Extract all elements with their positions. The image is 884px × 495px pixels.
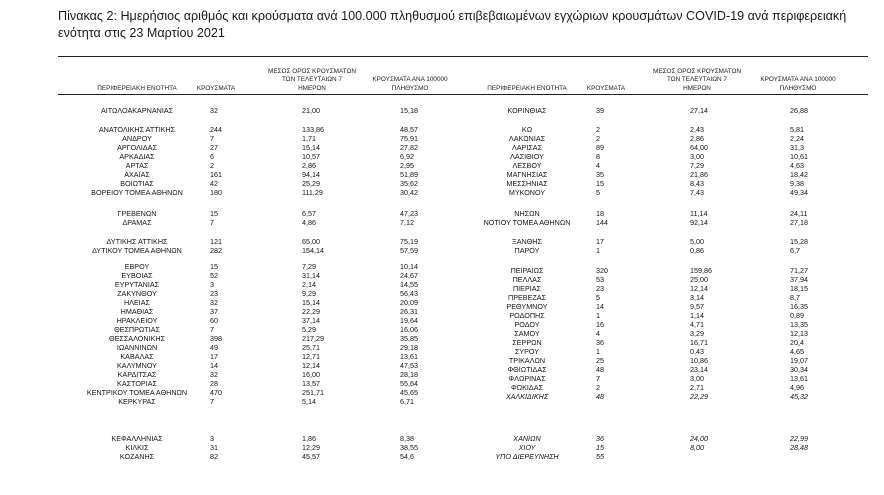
left-row-9-per100k: 47,23 — [400, 209, 418, 218]
header-cases-left: ΚΡΟΥΣΜΑΤΑ — [196, 85, 236, 92]
right-row-9-region: ΝΗΣΩΝ — [514, 209, 540, 218]
right-row-10-avg7: 92,14 — [690, 218, 708, 227]
left-row-26-cases: 28 — [210, 379, 218, 388]
left-row-31-region: ΚΟΖΑΝΗΣ — [119, 452, 155, 461]
right-row-28-region: ΧΑΝΙΩΝ — [513, 434, 541, 443]
left-row-3-region: ΑΡΓΟΛΙΔΑΣ — [117, 143, 157, 152]
right-row-4-avg7: 3,00 — [690, 152, 704, 161]
right-row-30-region: ΥΠΟ ΔΙΕΡΕΥΝΗΣΗ — [495, 452, 559, 461]
right-row-21-cases: 36 — [596, 338, 604, 347]
left-row-15-region: ΕΥΡΥΤΑΝΙΑΣ — [114, 280, 160, 289]
left-row-1-region: ΑΝΑΤΟΛΙΚΗΣ ΑΤΤΙΚΗΣ — [98, 125, 176, 134]
left-row-23-region: ΚΑΒΑΛΑΣ — [120, 352, 154, 361]
left-row-8-per100k: 30,42 — [400, 188, 418, 197]
left-row-27-cases: 470 — [210, 388, 222, 397]
left-row-17-region: ΗΛΕΙΑΣ — [123, 298, 151, 307]
left-row-12-per100k: 57,59 — [400, 246, 418, 255]
right-row-8-avg7: 7,43 — [690, 188, 704, 197]
left-row-30-cases: 31 — [210, 443, 218, 452]
left-row-12-avg7: 154,14 — [302, 246, 324, 255]
header-region-left: ΠΕΡΙΦΕΡΕΙΑΚΗ ΕΝΟΤΗΤΑ — [97, 85, 177, 92]
left-row-19-region: ΗΡΑΚΛΕΙΟΥ — [116, 316, 158, 325]
left-row-26-region: ΚΑΣΤΟΡΙΑΣ — [117, 379, 157, 388]
right-row-9-per100k: 24,11 — [790, 209, 808, 218]
left-row-22-per100k: 29,18 — [400, 343, 418, 352]
right-row-1-cases: 2 — [596, 125, 600, 134]
right-row-29-cases: 15 — [596, 443, 604, 452]
right-row-22-region: ΣΥΡΟΥ — [514, 347, 540, 356]
left-row-18-avg7: 22,29 — [302, 307, 320, 316]
left-row-30-avg7: 12,29 — [302, 443, 320, 452]
right-row-14-avg7: 25,00 — [690, 275, 708, 284]
right-row-16-cases: 5 — [596, 293, 600, 302]
right-row-27-avg7: 22,29 — [690, 392, 708, 401]
left-row-18-cases: 37 — [210, 307, 218, 316]
right-row-29-avg7: 8,00 — [690, 443, 704, 452]
left-row-20-cases: 7 — [210, 325, 214, 334]
left-row-1-per100k: 48,57 — [400, 125, 418, 134]
right-row-0-avg7: 27,14 — [690, 106, 708, 115]
right-row-8-cases: 5 — [596, 188, 600, 197]
left-row-8-region: ΒΟΡΕΙΟΥ ΤΟΜΕΑ ΑΘΗΝΩΝ — [91, 188, 183, 197]
right-row-8-per100k: 49,34 — [790, 188, 808, 197]
right-row-26-per100k: 4,96 — [790, 383, 804, 392]
right-row-6-cases: 35 — [596, 170, 604, 179]
left-row-28-per100k: 6,71 — [400, 397, 414, 406]
left-row-19-cases: 60 — [210, 316, 218, 325]
right-row-2-avg7: 2,86 — [690, 134, 704, 143]
header-avg-left-3: ΗΜΕΡΩΝ — [298, 85, 326, 92]
right-row-10-region: ΝΟΤΙΟΥ ΤΟΜΕΑ ΑΘΗΝΩΝ — [483, 218, 571, 227]
right-row-28-per100k: 22,99 — [790, 434, 808, 443]
right-row-2-region: ΛΑΚΩΝΙΑΣ — [508, 134, 546, 143]
header-avg-right-3: ΗΜΕΡΩΝ — [683, 85, 711, 92]
right-row-12-cases: 1 — [596, 246, 600, 255]
left-row-6-region: ΑΧΑΪΑΣ — [124, 170, 150, 179]
right-row-1-region: ΚΩ — [521, 125, 533, 134]
right-row-24-per100k: 30,34 — [790, 365, 808, 374]
top-rule-left — [58, 56, 458, 57]
right-row-11-cases: 17 — [596, 237, 604, 246]
left-row-0-per100k: 15,18 — [400, 106, 418, 115]
right-row-29-per100k: 28,48 — [790, 443, 808, 452]
top-rule-right — [458, 56, 868, 57]
left-row-3-per100k: 27,82 — [400, 143, 418, 152]
right-row-26-avg7: 2,71 — [690, 383, 704, 392]
right-row-17-avg7: 9,57 — [690, 302, 704, 311]
right-row-18-cases: 1 — [596, 311, 600, 320]
left-row-6-cases: 161 — [210, 170, 222, 179]
right-row-23-region: ΤΡΙΚΑΛΩΝ — [508, 356, 546, 365]
right-row-4-per100k: 10,61 — [790, 152, 808, 161]
left-row-0-avg7: 21,00 — [302, 106, 320, 115]
right-row-13-per100k: 71,27 — [790, 266, 808, 275]
right-row-25-cases: 7 — [596, 374, 600, 383]
right-row-15-avg7: 12,14 — [690, 284, 708, 293]
left-row-24-cases: 14 — [210, 361, 218, 370]
left-row-30-per100k: 38,55 — [400, 443, 418, 452]
left-row-10-per100k: 7,12 — [400, 218, 414, 227]
right-row-20-region: ΣΑΜΟΥ — [514, 329, 540, 338]
right-row-6-avg7: 21,86 — [690, 170, 708, 179]
right-row-19-cases: 16 — [596, 320, 604, 329]
right-row-20-per100k: 12,13 — [790, 329, 808, 338]
right-row-24-region: ΦΘΙΩΤΙΔΑΣ — [507, 365, 547, 374]
right-row-18-avg7: 1,14 — [690, 311, 704, 320]
left-row-6-avg7: 94,14 — [302, 170, 320, 179]
right-row-29-region: ΧΙΟΥ — [518, 443, 536, 452]
right-row-9-avg7: 11,14 — [690, 209, 708, 218]
left-row-12-cases: 282 — [210, 246, 222, 255]
right-row-25-region: ΦΛΩΡΙΝΑΣ — [508, 374, 546, 383]
left-row-4-region: ΑΡΚΑΔΙΑΣ — [119, 152, 155, 161]
left-row-29-cases: 3 — [210, 434, 214, 443]
left-row-29-avg7: 1,86 — [302, 434, 316, 443]
right-row-17-per100k: 16,35 — [790, 302, 808, 311]
right-row-7-region: ΜΕΣΣΗΝΙΑΣ — [506, 179, 548, 188]
right-row-24-avg7: 23,14 — [690, 365, 708, 374]
right-row-5-per100k: 4,63 — [790, 161, 804, 170]
right-row-22-per100k: 4,65 — [790, 347, 804, 356]
right-row-3-cases: 89 — [596, 143, 604, 152]
right-row-10-cases: 144 — [596, 218, 608, 227]
right-row-7-avg7: 8,43 — [690, 179, 704, 188]
left-row-0-cases: 32 — [210, 106, 218, 115]
right-row-11-per100k: 15,28 — [790, 237, 808, 246]
left-row-30-region: ΚΙΛΚΙΣ — [125, 443, 149, 452]
right-row-14-per100k: 37,94 — [790, 275, 808, 284]
right-row-13-avg7: 159,86 — [690, 266, 712, 275]
right-row-18-region: ΡΟΔΟΠΗΣ — [509, 311, 545, 320]
right-row-6-region: ΜΑΓΝΗΣΙΑΣ — [506, 170, 548, 179]
left-row-1-avg7: 133,86 — [302, 125, 324, 134]
left-row-5-avg7: 2,86 — [302, 161, 316, 170]
right-row-5-avg7: 7,29 — [690, 161, 704, 170]
header-rule — [58, 94, 868, 95]
right-row-1-per100k: 5,81 — [790, 125, 804, 134]
right-row-4-cases: 8 — [596, 152, 600, 161]
left-row-11-cases: 121 — [210, 237, 222, 246]
left-row-23-per100k: 13,61 — [400, 352, 418, 361]
left-row-25-per100k: 28,18 — [400, 370, 418, 379]
right-row-21-region: ΣΕΡΡΩΝ — [512, 338, 542, 347]
right-row-14-cases: 53 — [596, 275, 604, 284]
right-row-23-per100k: 19,07 — [790, 356, 808, 365]
left-row-14-avg7: 31,14 — [302, 271, 320, 280]
left-row-17-avg7: 15,14 — [302, 298, 320, 307]
header-avg-right-1: ΜΕΣΟΣ ΟΡΟΣ ΚΡΟΥΣΜΑΤΩΝ — [653, 68, 741, 75]
right-row-30-cases: 55 — [596, 452, 604, 461]
left-row-21-avg7: 217,29 — [302, 334, 324, 343]
left-row-28-region: ΚΕΡΚΥΡΑΣ — [118, 397, 156, 406]
right-row-13-cases: 320 — [596, 266, 608, 275]
left-row-5-region: ΑΡΤΑΣ — [125, 161, 149, 170]
left-row-10-cases: 7 — [210, 218, 214, 227]
header-avg-left-1: ΜΕΣΟΣ ΟΡΟΣ ΚΡΟΥΣΜΑΤΩΝ — [268, 68, 356, 75]
left-row-28-cases: 7 — [210, 397, 214, 406]
header-cases-right: ΚΡΟΥΣΜΑΤΑ — [586, 85, 626, 92]
left-row-16-region: ΖΑΚΥΝΘΟΥ — [117, 289, 157, 298]
right-row-3-avg7: 64,00 — [690, 143, 708, 152]
left-row-17-cases: 32 — [210, 298, 218, 307]
right-row-0-per100k: 26,88 — [790, 106, 808, 115]
right-row-12-per100k: 6,7 — [790, 246, 800, 255]
right-row-15-per100k: 18,15 — [790, 284, 808, 293]
left-row-15-avg7: 2,14 — [302, 280, 316, 289]
left-row-16-avg7: 9,29 — [302, 289, 316, 298]
right-row-22-avg7: 0,43 — [690, 347, 704, 356]
left-row-13-cases: 15 — [210, 262, 218, 271]
left-row-18-region: ΗΜΑΘΙΑΣ — [120, 307, 154, 316]
left-row-23-cases: 17 — [210, 352, 218, 361]
left-row-3-avg7: 15,14 — [302, 143, 320, 152]
right-row-19-avg7: 4,71 — [690, 320, 704, 329]
left-row-31-per100k: 54,6 — [400, 452, 414, 461]
left-row-16-cases: 23 — [210, 289, 218, 298]
right-row-11-avg7: 5,00 — [690, 237, 704, 246]
left-row-29-region: ΚΕΦΑΛΛΗΝΙΑΣ — [111, 434, 163, 443]
right-row-2-per100k: 2,24 — [790, 134, 804, 143]
left-row-15-cases: 3 — [210, 280, 214, 289]
left-row-27-per100k: 45,65 — [400, 388, 418, 397]
right-row-18-per100k: 0,89 — [790, 311, 804, 320]
right-row-25-per100k: 13,61 — [790, 374, 808, 383]
left-row-12-region: ΔΥΤΙΚΟΥ ΤΟΜΕΑ ΑΘΗΝΩΝ — [92, 246, 182, 255]
right-row-27-cases: 48 — [596, 392, 604, 401]
right-row-15-region: ΠΙΕΡΙΑΣ — [512, 284, 541, 293]
header-per-right-2: ΠΛΗΘΥΣΜΟ — [779, 85, 817, 92]
left-row-7-avg7: 25,29 — [302, 179, 320, 188]
left-row-22-avg7: 25,71 — [302, 343, 320, 352]
left-row-26-avg7: 13,57 — [302, 379, 320, 388]
left-row-7-cases: 42 — [210, 179, 218, 188]
left-row-27-avg7: 251,71 — [302, 388, 324, 397]
left-row-24-avg7: 12,14 — [302, 361, 320, 370]
left-row-1-cases: 244 — [210, 125, 222, 134]
right-row-21-per100k: 20,4 — [790, 338, 804, 347]
table-title: Πίνακας 2: Ημερήσιος αριθμός και κρούσματα ανά 100.000 πληθυσμού επιβεβαιωμένων εγχώριων κρουσμάτων COVID-19 ανά περιφερειακή ενότητα στις 23 Μαρτίου 2021 — [58, 9, 847, 40]
left-row-19-avg7: 37,14 — [302, 316, 320, 325]
right-row-13-region: ΠΕΙΡΑΙΩΣ — [510, 266, 544, 275]
left-row-21-cases: 398 — [210, 334, 222, 343]
left-row-7-region: ΒΟΙΩΤΙΑΣ — [120, 179, 154, 188]
right-row-20-avg7: 3,29 — [690, 329, 704, 338]
right-row-26-region: ΦΩΚΙΔΑΣ — [511, 383, 543, 392]
left-row-3-cases: 27 — [210, 143, 218, 152]
left-row-31-avg7: 45,57 — [302, 452, 320, 461]
right-row-7-cases: 15 — [596, 179, 604, 188]
right-row-15-cases: 23 — [596, 284, 604, 293]
left-row-14-region: ΕΥΒΟΙΑΣ — [121, 271, 153, 280]
right-row-8-region: ΜΥΚΟΝΟΥ — [508, 188, 546, 197]
left-row-31-cases: 82 — [210, 452, 218, 461]
right-row-23-cases: 25 — [596, 356, 604, 365]
left-row-21-region: ΘΕΣΣΑΛΟΝΙΚΗΣ — [109, 334, 165, 343]
right-row-20-cases: 4 — [596, 329, 600, 338]
left-row-11-per100k: 75,19 — [400, 237, 418, 246]
left-row-9-region: ΓΡΕΒΕΝΩΝ — [117, 209, 157, 218]
header-per-left-2: ΠΛΗΘΥΣΜΟ — [391, 85, 429, 92]
right-row-4-region: ΛΑΣΙΘΙΟΥ — [510, 152, 544, 161]
left-row-4-cases: 6 — [210, 152, 214, 161]
left-row-18-per100k: 26,31 — [400, 307, 418, 316]
left-row-2-cases: 7 — [210, 134, 214, 143]
left-row-8-avg7: 111,29 — [302, 188, 323, 197]
left-row-11-region: ΔΥΤΙΚΗΣ ΑΤΤΙΚΗΣ — [106, 237, 168, 246]
right-row-24-cases: 48 — [596, 365, 604, 374]
left-row-22-cases: 49 — [210, 343, 218, 352]
left-row-13-region: ΕΒΡΟΥ — [124, 262, 150, 271]
left-row-20-avg7: 5,29 — [302, 325, 316, 334]
right-row-12-avg7: 0,86 — [690, 246, 704, 255]
left-row-14-cases: 52 — [210, 271, 218, 280]
header-region-right: ΠΕΡΙΦΕΡΕΙΑΚΗ ΕΝΟΤΗΤΑ — [487, 85, 567, 92]
right-row-0-region: ΚΟΡΙΝΘΙΑΣ — [507, 106, 547, 115]
left-row-7-per100k: 35,62 — [400, 179, 418, 188]
right-row-27-per100k: 45,32 — [790, 392, 808, 401]
right-row-12-region: ΠΑΡΟΥ — [514, 246, 540, 255]
right-row-2-cases: 2 — [596, 134, 600, 143]
right-row-22-cases: 1 — [596, 347, 600, 356]
left-row-6-per100k: 51,89 — [400, 170, 418, 179]
right-row-17-cases: 14 — [596, 302, 604, 311]
left-row-13-per100k: 10,14 — [400, 262, 418, 271]
right-row-21-avg7: 16,71 — [690, 338, 708, 347]
right-row-1-avg7: 2,43 — [690, 125, 704, 134]
left-row-9-cases: 15 — [210, 209, 218, 218]
right-row-0-cases: 39 — [596, 106, 604, 115]
right-row-17-region: ΡΕΘΥΜΝΟΥ — [506, 302, 548, 311]
right-row-14-region: ΠΕΛΛΑΣ — [512, 275, 542, 284]
left-row-25-cases: 32 — [210, 370, 218, 379]
left-row-2-region: ΑΝΔΡΟΥ — [122, 134, 152, 143]
left-row-20-per100k: 16,06 — [400, 325, 418, 334]
left-row-15-per100k: 14,55 — [400, 280, 418, 289]
left-row-10-avg7: 4,86 — [302, 218, 316, 227]
left-row-26-per100k: 55,64 — [400, 379, 418, 388]
left-row-14-per100k: 24,67 — [400, 271, 418, 280]
right-row-28-cases: 36 — [596, 434, 604, 443]
left-row-13-avg7: 7,29 — [302, 262, 316, 271]
right-row-10-per100k: 27,18 — [790, 218, 808, 227]
right-row-11-region: ΞΑΝΘΗΣ — [512, 237, 542, 246]
header-avg-left-2: ΤΩΝ ΤΕΛΕΥΤΑΙΩΝ 7 — [282, 76, 342, 83]
right-row-26-cases: 2 — [596, 383, 600, 392]
left-row-29-per100k: 8,38 — [400, 434, 414, 443]
left-row-4-avg7: 10,57 — [302, 152, 320, 161]
left-row-21-per100k: 35,85 — [400, 334, 418, 343]
right-row-3-per100k: 31,3 — [790, 143, 804, 152]
left-row-9-avg7: 6,57 — [302, 209, 316, 218]
left-row-5-cases: 2 — [210, 161, 214, 170]
left-row-25-region: ΚΑΡΔΙΤΣΑΣ — [117, 370, 157, 379]
right-row-5-cases: 4 — [596, 161, 600, 170]
left-row-8-cases: 180 — [210, 188, 222, 197]
right-row-16-avg7: 3,14 — [690, 293, 704, 302]
right-row-5-region: ΛΕΣΒΟΥ — [512, 161, 542, 170]
left-row-20-region: ΘΕΣΠΡΩΤΙΑΣ — [114, 325, 160, 334]
left-row-24-per100k: 47,53 — [400, 361, 418, 370]
header-per-left-1: ΚΡΟΥΣΜΑΤΑ ΑΝΑ 100000 — [372, 76, 448, 83]
left-row-11-avg7: 65,00 — [302, 237, 320, 246]
left-row-16-per100k: 56,43 — [400, 289, 418, 298]
left-row-25-avg7: 16,00 — [302, 370, 320, 379]
right-row-25-avg7: 3,00 — [690, 374, 704, 383]
left-row-19-per100k: 19,64 — [400, 316, 418, 325]
right-row-19-region: ΡΟΔΟΥ — [514, 320, 540, 329]
right-row-3-region: ΛΑΡΙΣΑΣ — [511, 143, 543, 152]
right-row-16-per100k: 8,7 — [790, 293, 800, 302]
left-row-28-avg7: 5,14 — [302, 397, 316, 406]
left-row-27-region: ΚΕΝΤΡΙΚΟΥ ΤΟΜΕΑ ΑΘΗΝΩΝ — [86, 388, 188, 397]
left-row-10-region: ΔΡΑΜΑΣ — [122, 218, 152, 227]
right-row-16-region: ΠΡΕΒΕΖΑΣ — [508, 293, 546, 302]
right-row-23-avg7: 10,86 — [690, 356, 708, 365]
header-per-right-1: ΚΡΟΥΣΜΑΤΑ ΑΝΑ 100000 — [760, 76, 836, 83]
right-row-9-cases: 18 — [596, 209, 604, 218]
right-row-28-avg7: 24,00 — [690, 434, 708, 443]
left-row-2-avg7: 1,71 — [302, 134, 316, 143]
left-row-24-region: ΚΑΛΥΜΝΟΥ — [117, 361, 157, 370]
left-row-5-per100k: 2,95 — [400, 161, 414, 170]
right-row-6-per100k: 18,42 — [790, 170, 808, 179]
left-row-4-per100k: 6,92 — [400, 152, 414, 161]
header-avg-right-2: ΤΩΝ ΤΕΛΕΥΤΑΙΩΝ 7 — [667, 76, 727, 83]
left-row-0-region: ΑΙΤΩΛΟΑΚΑΡΝΑΝΙΑΣ — [100, 106, 174, 115]
right-row-7-per100k: 9,38 — [790, 179, 804, 188]
left-row-23-avg7: 12,71 — [302, 352, 320, 361]
right-row-19-per100k: 13,35 — [790, 320, 808, 329]
left-row-22-region: ΙΩΑΝΝΙΝΩΝ — [116, 343, 158, 352]
left-row-2-per100k: 75,91 — [400, 134, 418, 143]
right-row-27-region: ΧΑΛΚΙΔΙΚΗΣ — [505, 392, 549, 401]
left-row-17-per100k: 20,09 — [400, 298, 418, 307]
